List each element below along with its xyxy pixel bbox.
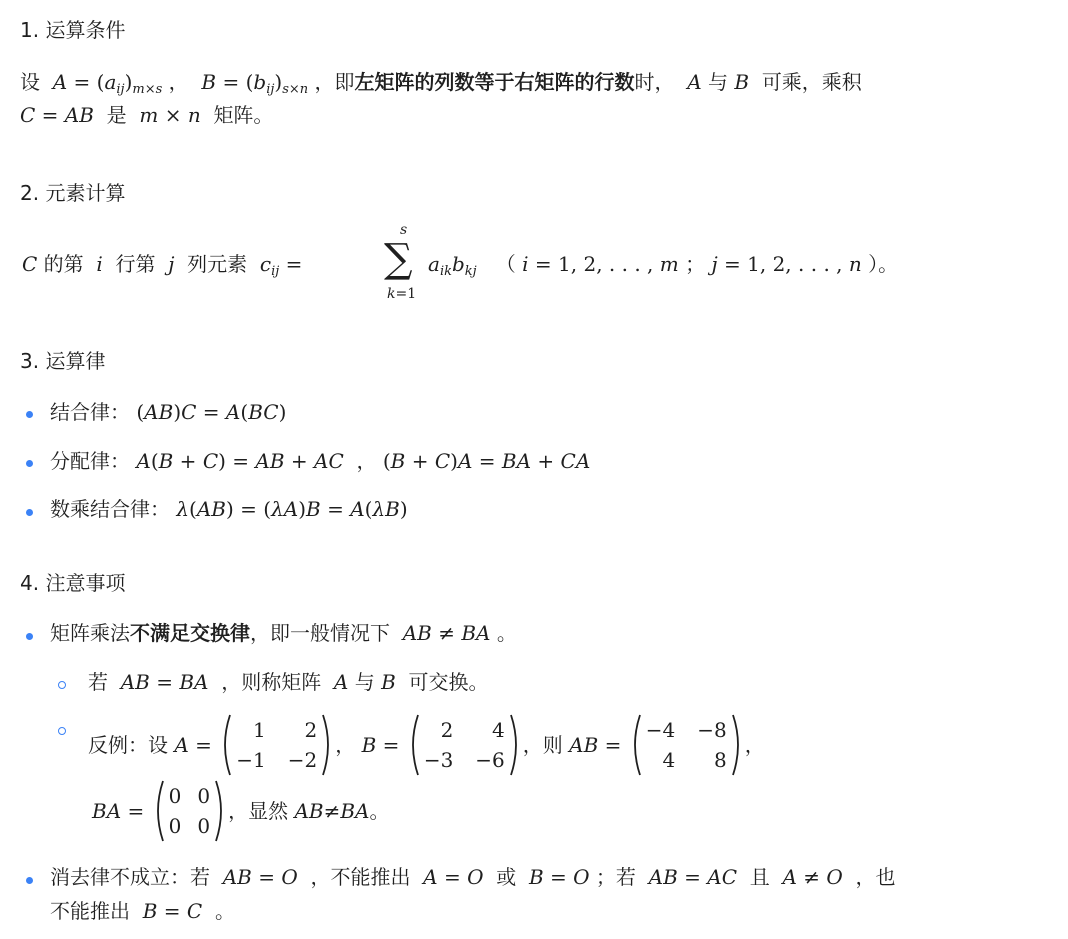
bullet-dot (26, 877, 33, 884)
bold-condition: 左矩阵的列数等于右矩阵的行数 (354, 70, 635, 94)
matrix-AB: −4 −8 4 8 (628, 713, 745, 777)
law-associative: 结合律： (AB)C = A(BC) (50, 400, 287, 424)
matrix-A: 1 2 −1 −2 (218, 713, 335, 777)
element-formula: C 的第 i 行第 j 列元素 $c_{ij}$ = (22, 252, 303, 279)
sub-bullet-circle (58, 727, 66, 735)
bold-not-commutative: 不满足交换律 (130, 621, 250, 645)
summation-sign: s ∑ k=1 (384, 222, 417, 302)
note-commute-def: 若 AB = BA ，则称矩阵 A 与 B 可交换。 (88, 670, 489, 694)
counterexample-line-1: 反例：设 A = 1 2 −1 −2 ， B = 2 4 −3 −6 ，则 AB = −4 −8 4 8 ， (88, 713, 765, 777)
law-scalar: 数乘结合律： λ(AB) = (λA)B = A(λB) (50, 497, 408, 521)
matrix-B: 2 4 −3 −6 (406, 713, 523, 777)
bullet-dot (26, 633, 33, 640)
sub-bullet-circle (58, 681, 66, 689)
condition-line-1: 设 $A = (a_{ij})_{m\times s}$ ， $B = (b_{ij})_{s\times n}$ ，即左矩阵的列数等于右矩阵的行数时， A 与 B 可乘，乘积 (20, 70, 862, 97)
bullet-dot (26, 509, 33, 516)
bullet-dot (26, 411, 33, 418)
section-heading-4: 4. 注意事项 (20, 571, 126, 595)
note-cancellation-1: 消去律不成立：若 AB = O ，不能推出 A = O 或 B = O ；若 AB = AC 且 A ≠ O ，也 (50, 865, 896, 889)
matrix-BA: 0 0 0 0 (151, 779, 228, 843)
counterexample-line-2: BA = 0 0 0 0 ，显然 AB ≠ BA 。 (92, 779, 390, 843)
note-commutative: 矩阵乘法不满足交换律，即一般情况下 AB ≠ BA 。 (50, 621, 517, 645)
law-distributive: 分配律： A(B + C) = AB + AC ， (B + C)A = BA + CA (50, 449, 591, 473)
element-formula-rest: $a_{ik}b_{kj}$ （ i = 1, 2, . . . , m ； j = 1, 2, . . . , n ）。 (428, 252, 899, 279)
section-heading-3: 3. 运算律 (20, 349, 106, 373)
bullet-dot (26, 460, 33, 467)
condition-line-2: C = AB 是 m × n 矩阵。 (20, 103, 274, 127)
section-heading-1: 1. 运算条件 (20, 18, 126, 42)
note-cancellation-2: 不能推出 B = C 。 (50, 899, 235, 923)
section-heading-2: 2. 元素计算 (20, 181, 126, 205)
